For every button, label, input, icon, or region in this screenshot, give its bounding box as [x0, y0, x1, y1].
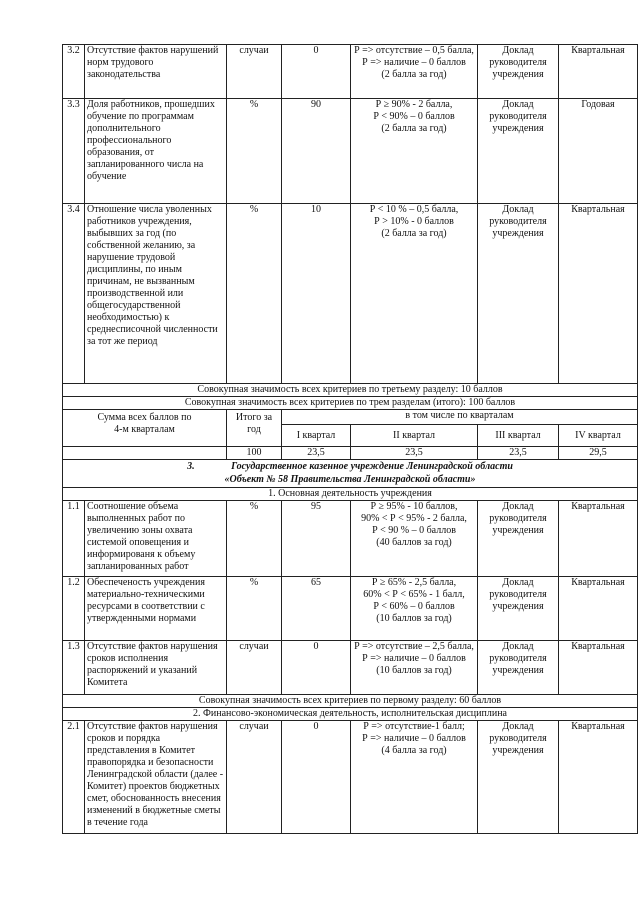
indicator-value: 0 — [282, 721, 351, 834]
section-title: 2. Финансово-экономическая деятельность, исполнительская дисциплина — [63, 708, 638, 721]
section-total-row — [63, 384, 638, 397]
indicator-name: Обеспеченость учреждения материально-техническими ресурсами в соответствии с утвержденными нормами — [85, 577, 227, 641]
section-total-row — [63, 695, 638, 708]
section-total: Совокупная значимость всех критериев по первому разделу: 60 баллов — [63, 695, 638, 708]
indicator-unit: % — [227, 204, 282, 384]
q1-label: I квартал — [282, 425, 351, 447]
row-number: 3.4 — [63, 204, 85, 384]
indicator-source: Доклад руководителя учреждения — [478, 99, 559, 204]
indicator-value: 10 — [282, 204, 351, 384]
indicator-period: Квартальная — [559, 501, 638, 577]
indicator-period: Квартальная — [559, 641, 638, 695]
table-row — [63, 204, 638, 384]
indicator-source: Доклад руководителя учреждения — [478, 204, 559, 384]
q4-label: IV квартал — [559, 425, 638, 447]
indicator-name: Отношение числа уволенных работников учреждения, выбывших за год (по собственной желанию, за нарушение трудовой дисциплины, по иным причинам, не вызванным производственной или общегосударственной необходимостью) к среднесписочной численности за тот же период — [85, 204, 227, 384]
indicator-source: Доклад руководителя учреждения — [478, 45, 559, 99]
indicator-name: Соотношение объема выполненных работ по увеличению зоны охвата системой оповещения и информированя к объему запланированных работ — [85, 501, 227, 577]
indicator-period: Квартальная — [559, 45, 638, 99]
org-heading-number: 3. — [187, 461, 195, 472]
q3-label: III квартал — [478, 425, 559, 447]
section-title-row — [63, 488, 638, 501]
criteria-table — [62, 44, 638, 834]
indicator-source: Доклад руководителя учреждения — [478, 641, 559, 695]
grand-total: Совокупная значимость всех критериев по трем разделам (итого): 100 баллов — [63, 397, 638, 410]
indicator-source: Доклад руководителя учреждения — [478, 577, 559, 641]
org-heading-line2: «Объект № 58 Правительства Ленинградской области» — [224, 474, 476, 485]
indicator-value: 0 — [282, 45, 351, 99]
table-row — [63, 721, 638, 834]
indicator-period: Квартальная — [559, 577, 638, 641]
indicator-criteria: Р => отсутствие – 2,5 балла, Р => наличие – 0 баллов (10 баллов за год) — [351, 641, 478, 695]
org-heading — [63, 460, 638, 488]
indicator-unit: % — [227, 99, 282, 204]
indicator-criteria: Р => отсутствие – 0,5 балла, Р => наличие – 0 баллов (2 балла за год) — [351, 45, 478, 99]
indicator-period: Квартальная — [559, 204, 638, 384]
q4-value: 29,5 — [559, 447, 638, 460]
row-number: 3.2 — [63, 45, 85, 99]
year-label: Итого за год — [227, 410, 282, 447]
q2-value: 23,5 — [351, 447, 478, 460]
indicator-unit: % — [227, 577, 282, 641]
org-heading-row — [63, 460, 638, 488]
indicator-unit: % — [227, 501, 282, 577]
indicator-criteria: Р ≥ 95% - 10 баллов, 90% < Р < 95% - 2 балла, Р < 90 % – 0 баллов (40 баллов за год) — [351, 501, 478, 577]
row-number: 1.2 — [63, 577, 85, 641]
document-page — [62, 44, 637, 834]
section-title: 1. Основная деятельность учреждения — [63, 488, 638, 501]
row-number: 3.3 — [63, 99, 85, 204]
org-heading-line1: Государственное казенное учреждение Ленинградской области — [231, 461, 513, 472]
indicator-unit: случаи — [227, 641, 282, 695]
indicator-criteria: Р ≥ 90% - 2 балла, Р < 90% – 0 баллов (2 балла за год) — [351, 99, 478, 204]
quarter-header-row — [63, 410, 638, 425]
indicator-value: 95 — [282, 501, 351, 577]
indicator-criteria: Р < 10 % – 0,5 балла, Р > 10% - 0 баллов (2 балла за год) — [351, 204, 478, 384]
quarter-values-row — [63, 447, 638, 460]
grand-total-row — [63, 397, 638, 410]
row-number: 1.1 — [63, 501, 85, 577]
indicator-criteria: Р => отсутствие-1 балл; Р => наличие – 0 баллов (4 балла за год) — [351, 721, 478, 834]
indicator-source: Доклад руководителя учреждения — [478, 501, 559, 577]
indicator-name: Отсутствие фактов нарушения сроков и порядка представления в Комитет правопорядка и безопасности Ленинградской области (далее - Комитет) проектов бюджетных смет, обоснованность внесения изменений в бюджетные сметы в течение года — [85, 721, 227, 834]
q2-label: II квартал — [351, 425, 478, 447]
indicator-value: 65 — [282, 577, 351, 641]
indicator-unit: случаи — [227, 721, 282, 834]
indicator-period: Годовая — [559, 99, 638, 204]
indicator-name: Отсутствие фактов нарушения сроков исполнения распоряжений и указаний Комитета — [85, 641, 227, 695]
sum-label: Сумма всех баллов по 4-м кварталам — [63, 410, 227, 447]
indicator-value: 90 — [282, 99, 351, 204]
row-number: 2.1 — [63, 721, 85, 834]
table-row — [63, 99, 638, 204]
section-title-row — [63, 708, 638, 721]
q1-value: 23,5 — [282, 447, 351, 460]
indicator-name: Отсутствие фактов нарушений норм трудового законодательства — [85, 45, 227, 99]
table-row — [63, 641, 638, 695]
indicator-criteria: Р ≥ 65% - 2,5 балла, 60% < Р < 65% - 1 балл, Р < 60% – 0 баллов (10 баллов за год) — [351, 577, 478, 641]
indicator-source: Доклад руководителя учреждения — [478, 721, 559, 834]
indicator-unit: случаи — [227, 45, 282, 99]
table-row — [63, 501, 638, 577]
q3-value: 23,5 — [478, 447, 559, 460]
section-total: Совокупная значимость всех критериев по третьему разделу: 10 баллов — [63, 384, 638, 397]
row-number: 1.3 — [63, 641, 85, 695]
table-row — [63, 45, 638, 99]
indicator-period: Квартальная — [559, 721, 638, 834]
year-value: 100 — [227, 447, 282, 460]
incl-label: в том числе по кварталам — [282, 410, 638, 425]
table-row — [63, 577, 638, 641]
indicator-name: Доля работников, прошедших обучение по программам дополнительного профессионального образования, от запланированного числа на обучение — [85, 99, 227, 204]
indicator-value: 0 — [282, 641, 351, 695]
